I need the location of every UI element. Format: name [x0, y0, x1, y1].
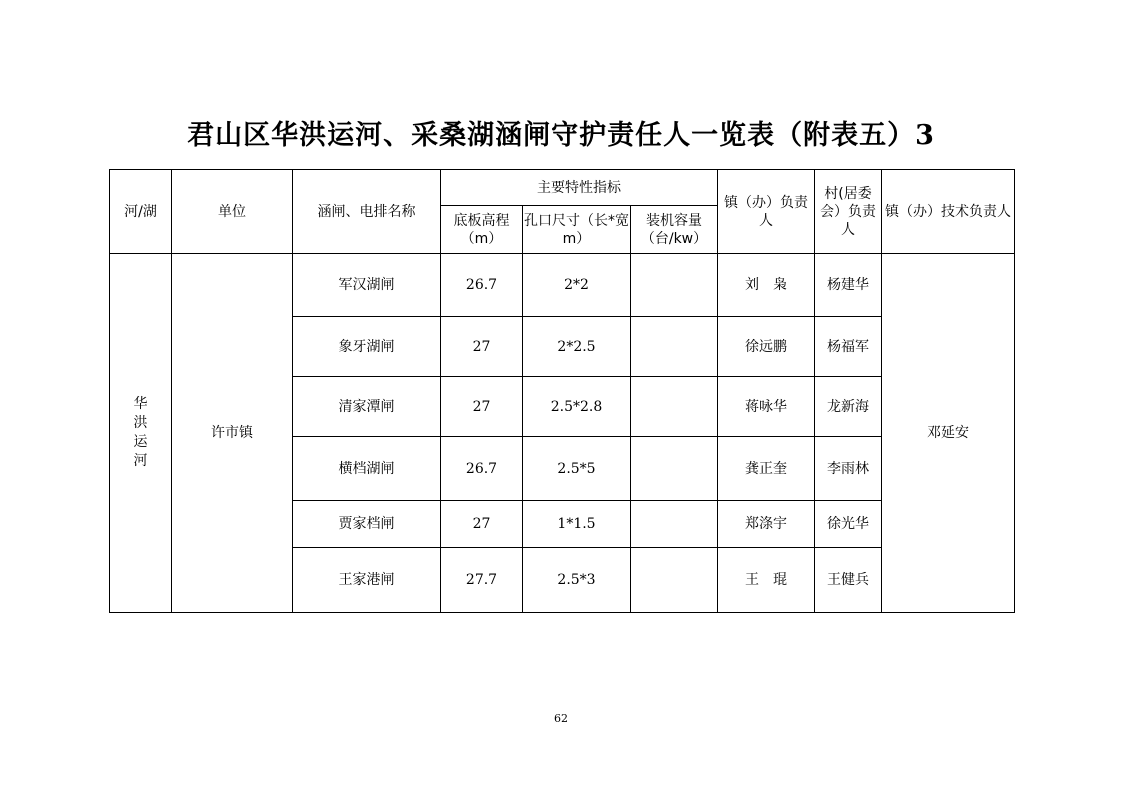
- unit-cell: 许市镇: [172, 254, 293, 613]
- orifice-size: 1*1.5: [523, 501, 631, 548]
- floor-elevation: 27: [441, 317, 523, 377]
- orifice-size: 2.5*2.8: [523, 377, 631, 437]
- village-leader: 杨福军: [815, 317, 882, 377]
- header-unit: 单位: [172, 170, 293, 254]
- gate-name: 横档湖闸: [293, 437, 441, 501]
- header-orifice-size: 孔口尺寸（长*宽 m）: [523, 206, 631, 254]
- gate-name: 军汉湖闸: [293, 254, 441, 317]
- orifice-size: 2*2.5: [523, 317, 631, 377]
- gate-name: 象牙湖闸: [293, 317, 441, 377]
- responsibility-table: [109, 169, 1015, 613]
- village-leader: 李雨林: [815, 437, 882, 501]
- capacity: [631, 437, 718, 501]
- floor-elevation: 26.7: [441, 437, 523, 501]
- town-leader: 徐远鹏: [718, 317, 815, 377]
- header-tech-leader: 镇（办）技术负责人: [882, 170, 1015, 254]
- floor-elevation: 27: [441, 377, 523, 437]
- header-gate-name: 涵闸、电排名称: [293, 170, 441, 254]
- capacity: [631, 548, 718, 613]
- gate-name: 清家潭闸: [293, 377, 441, 437]
- page-number: 62: [554, 712, 568, 725]
- floor-elevation: 27.7: [441, 548, 523, 613]
- header-town-leader: 镇（办）负责人: [718, 170, 815, 254]
- river-name: 华洪运河: [133, 396, 148, 469]
- capacity: [631, 501, 718, 548]
- gate-name: 贾家档闸: [293, 501, 441, 548]
- orifice-size: 2.5*3: [523, 548, 631, 613]
- table-row: [110, 254, 1015, 317]
- header-river-lake: 河/湖: [110, 170, 172, 254]
- river-cell: [110, 254, 172, 613]
- floor-elevation: 26.7: [441, 254, 523, 317]
- floor-elevation: 27: [441, 501, 523, 548]
- orifice-size: 2.5*5: [523, 437, 631, 501]
- town-leader: 郑涤宇: [718, 501, 815, 548]
- capacity: [631, 377, 718, 437]
- capacity: [631, 317, 718, 377]
- header-village-leader: 村(居委会）负责人: [815, 170, 882, 254]
- header-main-indicators: 主要特性指标: [441, 170, 718, 206]
- town-leader: [718, 548, 815, 613]
- town-leader: 龚正奎: [718, 437, 815, 501]
- orifice-size: 2*2: [523, 254, 631, 317]
- village-leader: 杨建华: [815, 254, 882, 317]
- header-row-1: [110, 170, 1015, 206]
- capacity: [631, 254, 718, 317]
- tech-leader: 邓延安: [882, 254, 1015, 613]
- village-leader: 王健兵: [815, 548, 882, 613]
- gate-name: 王家港闸: [293, 548, 441, 613]
- town-leader-name: 王琨: [745, 572, 802, 588]
- village-leader: 龙新海: [815, 377, 882, 437]
- header-floor-elevation: 底板高程（m）: [441, 206, 523, 254]
- village-leader: 徐光华: [815, 501, 882, 548]
- town-leader: 蒋咏华: [718, 377, 815, 437]
- document-title: 君山区华洪运河、采桑湖涵闸守护责任人一览表（附表五）3: [187, 120, 935, 151]
- header-capacity: 装机容量（台/kw）: [631, 206, 718, 254]
- town-leader-name: 刘枭: [745, 277, 802, 293]
- town-leader: [718, 254, 815, 317]
